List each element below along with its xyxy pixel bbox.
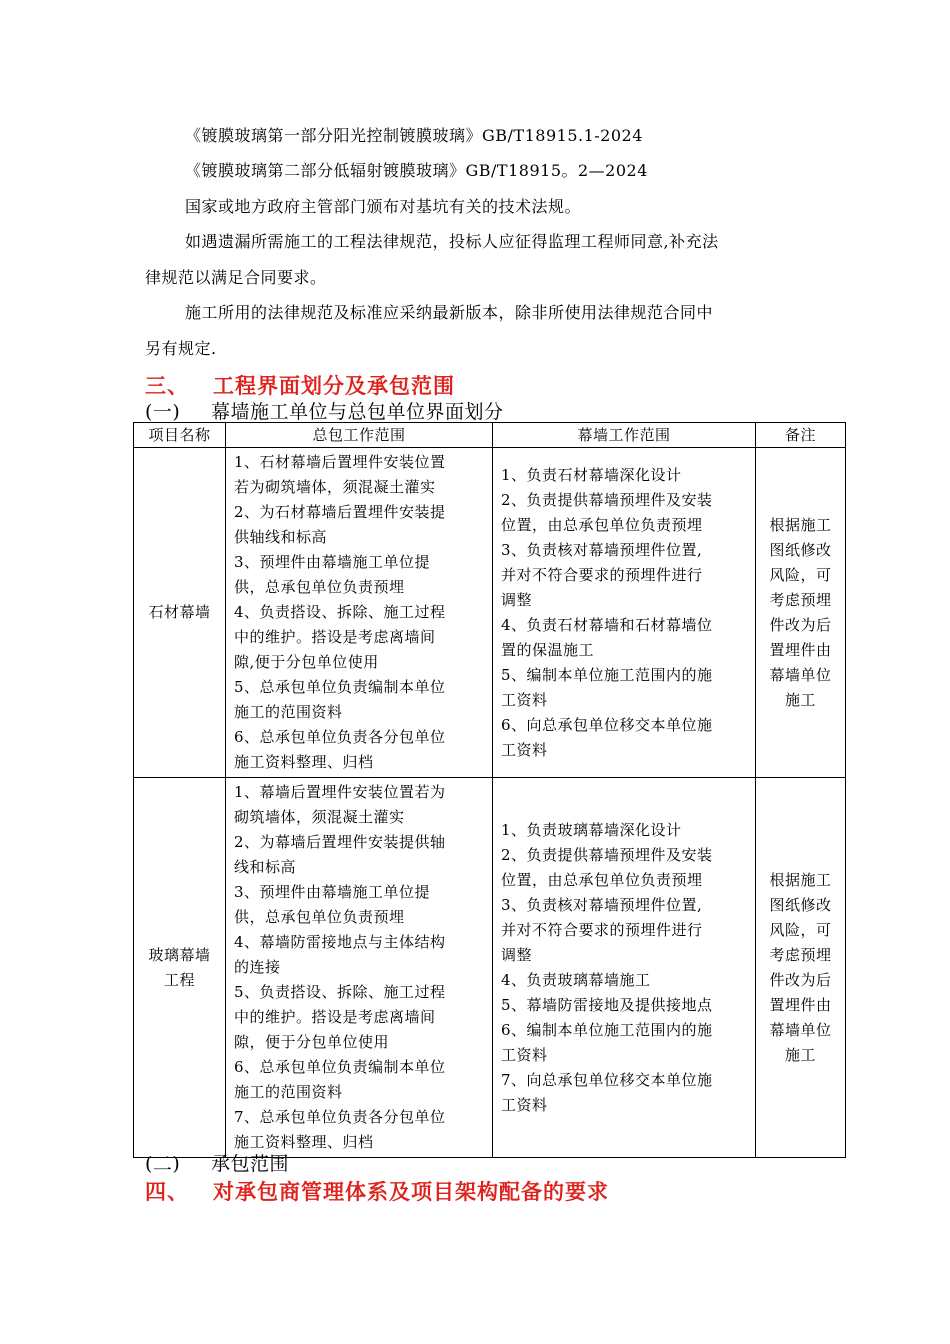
cell-curtain-scope-line: 调整 — [501, 590, 533, 609]
cell-general-scope-line: 1、幕墙后置埋件安装位置若为 — [234, 783, 446, 801]
cell-general-scope-line: 5、负责搭设、拆除、施工过程 — [234, 983, 446, 1001]
cell-general-scope-line: 4、负责搭设、拆除、施工过程 — [234, 603, 446, 621]
cell-general-scope-line: 2、为幕墙后置埋件安装提供轴 — [234, 833, 446, 851]
cell-general-scope-line: 6、总承包单位负责编制本单位 — [234, 1058, 446, 1076]
standard-line-1: 《镀膜玻璃第一部分阳光控制镀膜玻璃》GB/T18915.1-2024 — [185, 126, 643, 145]
cell-remarks-line: 考虑预埋 — [769, 945, 832, 964]
subsection-2-title: 承包范围 — [211, 1153, 290, 1175]
header-curtain-scope: 幕墙工作范围 — [493, 423, 756, 448]
cell-curtain-scope-line: 4、负责石材幕墙和石材幕墙位 — [501, 615, 713, 634]
header-remarks: 备注 — [756, 423, 846, 448]
cell-general-scope-line: 中的维护。搭设是考虑离墙间 — [234, 1008, 436, 1026]
cell-general-scope-line: 砌筑墙体，须混凝土灌实 — [234, 808, 405, 826]
version-paragraph-line-2: 另有规定. — [145, 339, 217, 358]
section-3-heading — [145, 370, 455, 400]
section-3-number: 三、 — [145, 373, 189, 398]
cell-curtain-scope-line: 并对不符合要求的预埋件进行 — [501, 565, 703, 584]
cell-project-name-line: 工程 — [163, 970, 195, 989]
cell-curtain-scope-line: 5、幕墙防雷接地及提供接地点 — [501, 995, 713, 1014]
cell-remarks-line: 件改为后 — [769, 615, 832, 634]
cell-curtain-scope-line: 3、负责核对幕墙预埋件位置, — [501, 540, 703, 559]
cell-remarks-line: 风险，可 — [769, 920, 832, 939]
cell-curtain-scope-line: 工资料 — [501, 690, 548, 709]
cell-curtain-scope-line: 位置，由总承包单位负责预埋 — [501, 870, 703, 889]
cell-remarks-line: 幕墙单位 — [769, 1020, 832, 1039]
cell-general-scope — [226, 448, 493, 778]
cell-remarks-line: 置埋件由 — [769, 995, 832, 1014]
cell-curtain-scope-line: 7、向总承包单位移交本单位施 — [501, 1070, 713, 1089]
cell-general-scope-line: 若为砌筑墙体，须混凝土灌实 — [234, 478, 436, 496]
subsection-1-title: 幕墙施工单位与总包单位界面划分 — [211, 401, 504, 423]
cell-curtain-scope-line: 工资料 — [501, 1095, 548, 1114]
cell-general-scope-line: 7、总承包单位负责各分包单位 — [234, 1108, 446, 1126]
cell-project-name-line: 石材幕墙 — [148, 603, 211, 621]
cell-project-name-line: 玻璃幕墙 — [148, 945, 211, 964]
cell-curtain-scope-line: 置的保温施工 — [501, 640, 595, 659]
section-4-heading — [145, 1176, 609, 1206]
cell-curtain-scope-line: 工资料 — [501, 740, 548, 759]
section-4-number: 四、 — [145, 1179, 189, 1204]
cell-general-scope-line: 中的维护。搭设是考虑离墙间 — [234, 628, 436, 646]
version-paragraph-line-1: 施工所用的法律规范及标准应采纳最新版本，除非所使用法律规范合同中 — [185, 303, 714, 322]
subsection-1-heading — [145, 397, 504, 424]
cell-general-scope-line: 供轴线和标高 — [234, 528, 328, 546]
cell-curtain-scope-line: 并对不符合要求的预埋件进行 — [501, 920, 703, 939]
subsection-2-number: (二) — [145, 1153, 181, 1175]
interface-division-table — [133, 422, 846, 1158]
cell-remarks-line: 图纸修改 — [769, 540, 832, 559]
cell-curtain-scope — [493, 448, 756, 778]
cell-general-scope-line: 隙，便于分包单位使用 — [234, 1033, 390, 1051]
standard-line-2: 《镀膜玻璃第二部分低辐射镀膜玻璃》GB/T18915。2—2024 — [185, 161, 648, 180]
cell-general-scope-line: 3、预埋件由幕墙施工单位提 — [234, 883, 431, 901]
cell-remarks-line: 考虑预埋 — [769, 590, 832, 609]
table-row — [134, 448, 846, 778]
cell-curtain-scope-line: 6、向总承包单位移交本单位施 — [501, 715, 713, 734]
subsection-2-heading — [145, 1149, 289, 1176]
cell-general-scope — [226, 778, 493, 1158]
cell-general-scope-line: 线和标高 — [234, 858, 297, 876]
table-row — [134, 778, 846, 1158]
cell-general-scope-line: 4、幕墙防雷接地点与主体结构 — [234, 933, 446, 951]
cell-curtain-scope-line: 6、编制本单位施工范围内的施 — [501, 1020, 713, 1039]
cell-general-scope-line: 供，总承包单位负责预埋 — [234, 908, 405, 926]
cell-remarks-line: 风险，可 — [769, 565, 832, 584]
cell-project-name — [134, 448, 226, 778]
section-4-title: 对承包商管理体系及项目架构配备的要求 — [213, 1179, 609, 1204]
cell-general-scope-line: 施工的范围资料 — [234, 1083, 343, 1101]
cell-remarks-line: 施工 — [784, 690, 816, 709]
cell-general-scope-line: 施工的范围资料 — [234, 703, 343, 721]
cell-remarks-line: 施工 — [784, 1045, 816, 1064]
cell-general-scope-line: 施工资料整理、归档 — [234, 753, 374, 771]
cell-project-name — [134, 778, 226, 1158]
cell-general-scope-line: 2、为石材幕墙后置埋件安装提 — [234, 503, 446, 521]
cell-general-scope-line: 的连接 — [234, 958, 281, 976]
table-header-row — [134, 423, 846, 448]
cell-curtain-scope-line: 5、编制本单位施工范围内的施 — [501, 665, 713, 684]
cell-general-scope-line: 供，总承包单位负责预埋 — [234, 578, 405, 596]
cell-general-scope-line: 3、预埋件由幕墙施工单位提 — [234, 553, 431, 571]
cell-curtain-scope-line: 工资料 — [501, 1045, 548, 1064]
cell-remarks-line: 根据施工 — [769, 515, 832, 534]
cell-general-scope-line: 5、总承包单位负责编制本单位 — [234, 678, 446, 696]
cell-curtain-scope-line: 1、负责玻璃幕墙深化设计 — [501, 820, 682, 839]
subsection-1-number: (一) — [145, 401, 181, 423]
cell-remarks-line: 图纸修改 — [769, 895, 832, 914]
cell-curtain-scope-line: 调整 — [501, 945, 533, 964]
cell-remarks-line: 置埋件由 — [769, 640, 832, 659]
cell-remarks-line: 幕墙单位 — [769, 665, 832, 684]
missing-norms-paragraph-line-2: 律规范以满足合同要求。 — [145, 268, 327, 287]
cell-curtain-scope-line: 4、负责玻璃幕墙施工 — [501, 970, 651, 989]
cell-general-scope-line: 6、总承包单位负责各分包单位 — [234, 728, 446, 746]
cell-curtain-scope-line: 2、负责提供幕墙预埋件及安装 — [501, 845, 713, 864]
cell-general-scope-line: 隙,便于分包单位使用 — [234, 653, 379, 671]
cell-curtain-scope-line: 位置，由总承包单位负责预埋 — [501, 515, 703, 534]
section-3-title: 工程界面划分及承包范围 — [213, 373, 455, 398]
cell-curtain-scope — [493, 778, 756, 1158]
cell-general-scope-line: 施工资料整理、归档 — [234, 1133, 374, 1151]
cell-remarks-line: 件改为后 — [769, 970, 832, 989]
header-general-scope: 总包工作范围 — [226, 423, 493, 448]
cell-remarks-line: 根据施工 — [769, 870, 832, 889]
header-project-name: 项目名称 — [134, 423, 226, 448]
cell-remarks — [756, 778, 846, 1158]
cell-curtain-scope-line: 3、负责核对幕墙预埋件位置, — [501, 895, 703, 914]
cell-curtain-scope-line: 1、负责石材幕墙深化设计 — [501, 465, 682, 484]
cell-remarks — [756, 448, 846, 778]
cell-general-scope-line: 1、石材幕墙后置埋件安装位置 — [234, 453, 446, 471]
law-paragraph: 国家或地方政府主管部门颁布对基坑有关的技术法规。 — [185, 197, 582, 216]
missing-norms-paragraph-line-1: 如遇遗漏所需施工的工程法律规范，投标人应征得监理工程师同意,补充法 — [185, 232, 719, 251]
cell-curtain-scope-line: 2、负责提供幕墙预埋件及安装 — [501, 490, 713, 509]
